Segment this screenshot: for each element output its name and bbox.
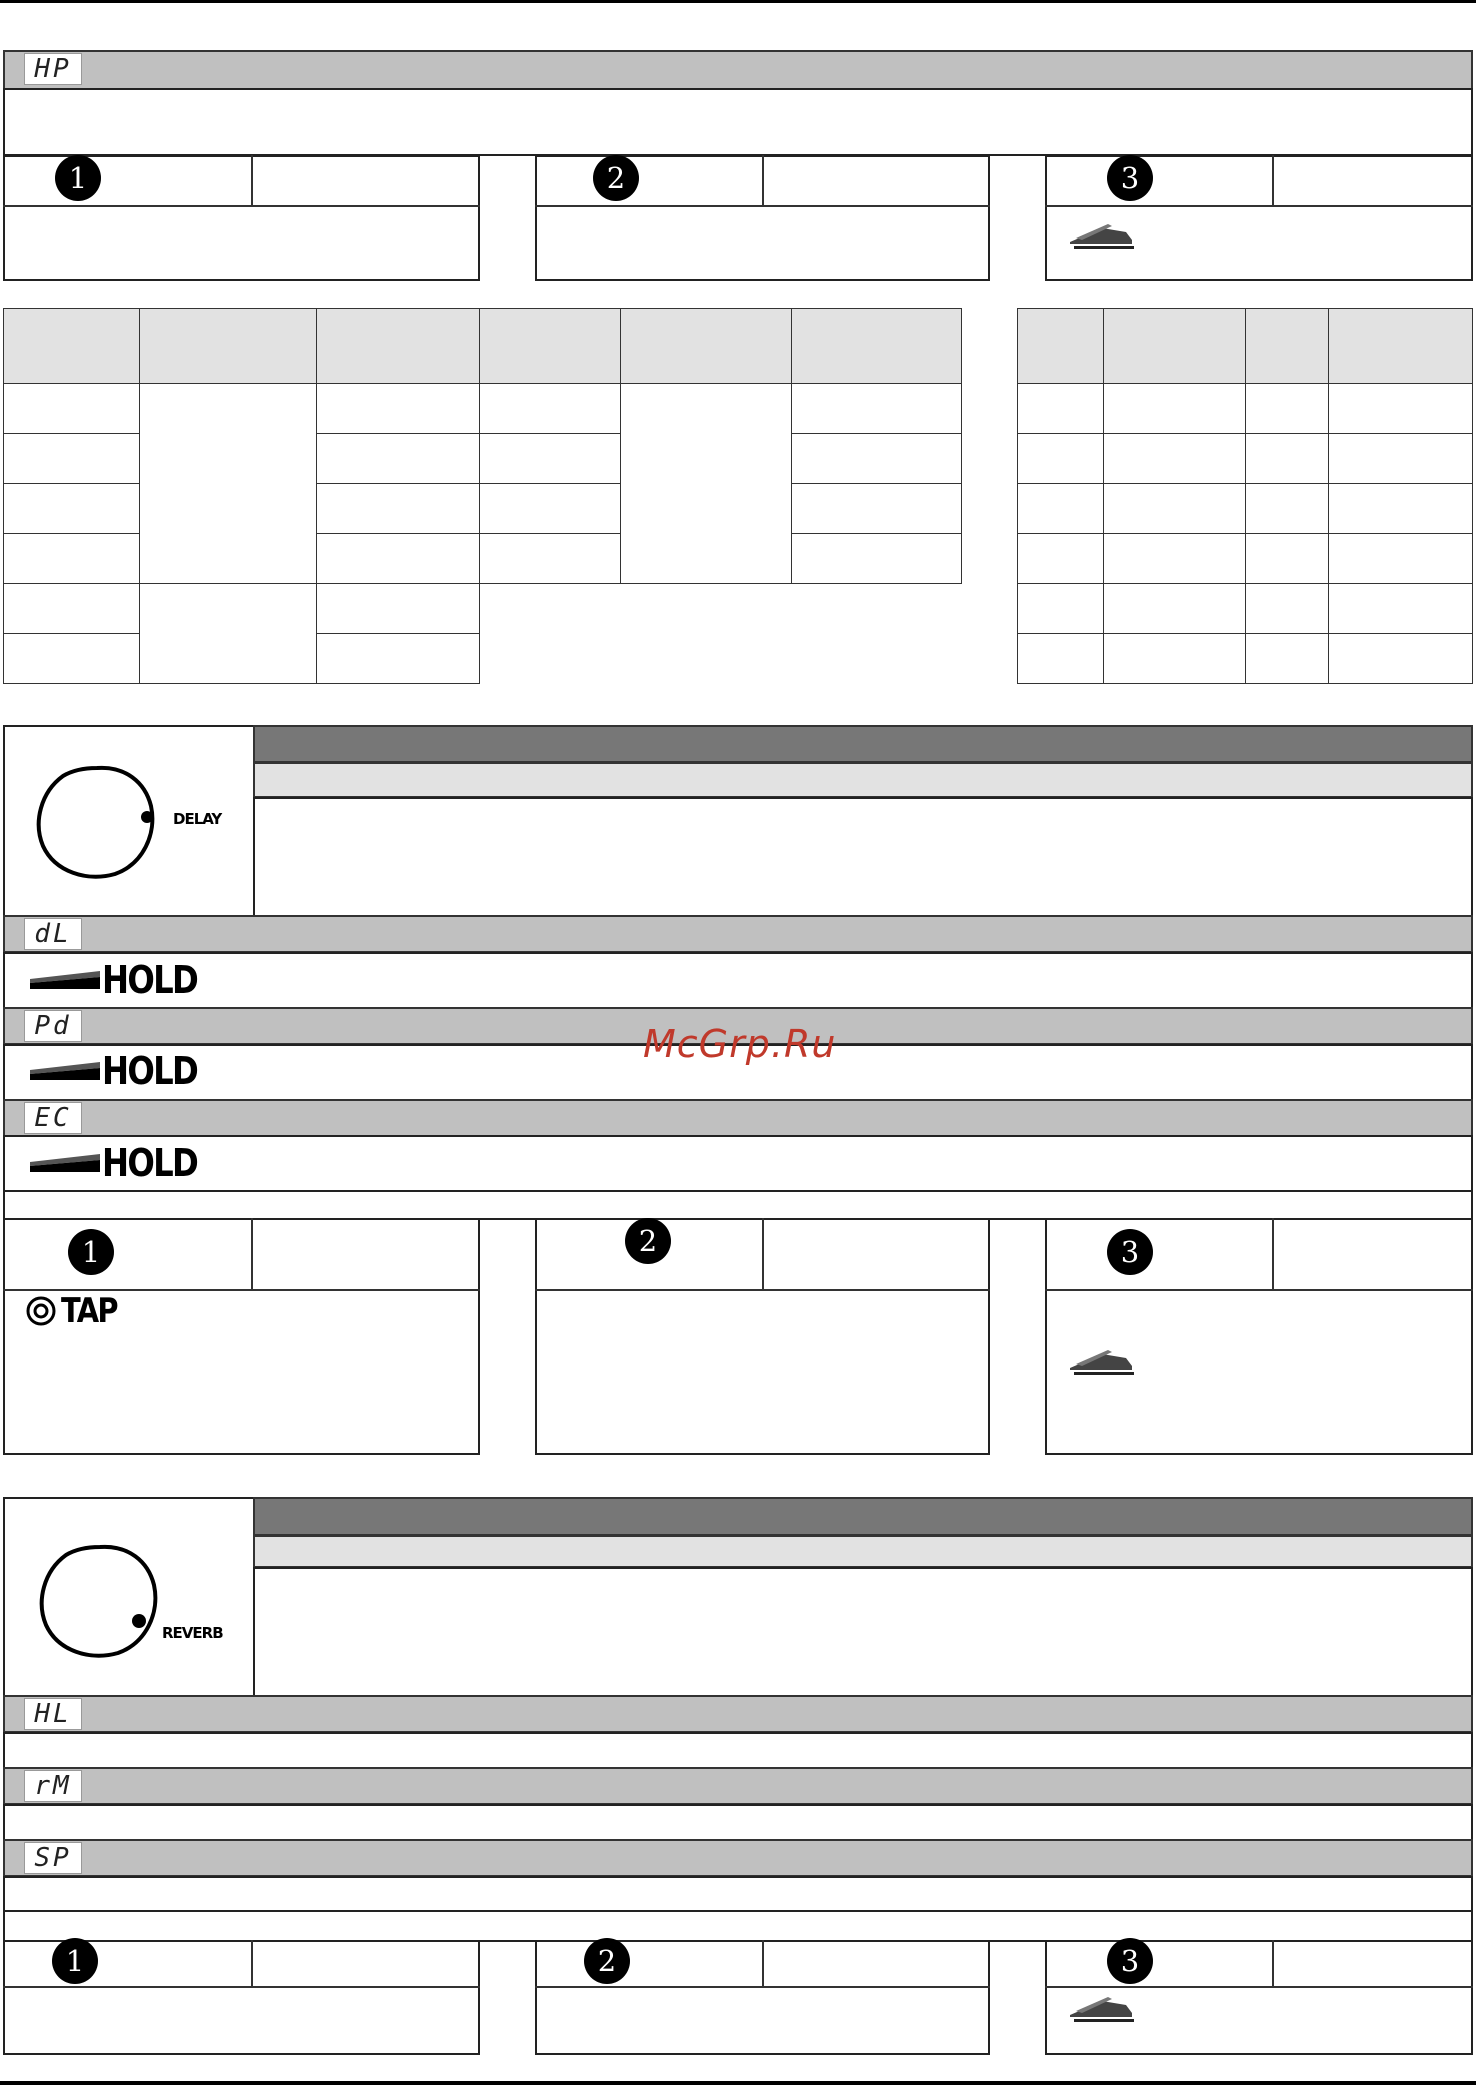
- table-cell: [1328, 433, 1473, 484]
- table-cell: [1328, 383, 1473, 434]
- reverb-knob-icon: [38, 1541, 173, 1661]
- hp-number-2-icon: 2: [593, 155, 639, 201]
- table-cell: [3, 383, 140, 434]
- table-cell: [791, 433, 962, 484]
- table-cell: [1245, 583, 1329, 634]
- watermark: McGrp.Ru: [643, 1022, 837, 1066]
- table-header-cell: [1103, 308, 1246, 384]
- table-cell: [3, 583, 140, 634]
- table-header-cell: [1245, 308, 1329, 384]
- reverb-title-bar: [253, 1497, 1473, 1536]
- delay-number-3-icon: 3: [1107, 1229, 1153, 1275]
- table-cell: [1103, 633, 1246, 684]
- table-cell: [1245, 433, 1329, 484]
- table-cell: [1245, 533, 1329, 584]
- hp-block-2-split: [762, 155, 764, 206]
- table-cell: [1103, 583, 1246, 634]
- table-header-cell: [139, 308, 317, 384]
- table-cell: [3, 483, 140, 534]
- tap-label: TAP: [61, 1291, 117, 1331]
- delay-knob-label: DELAY: [173, 810, 222, 828]
- hp-block-1-divider: [3, 205, 480, 207]
- bottom-rule: [0, 2081, 1476, 2085]
- table-cell: [791, 533, 962, 584]
- hold-indicator: [28, 958, 214, 1002]
- reverb-description-box: [253, 1567, 1473, 1697]
- table-cell: [791, 483, 962, 534]
- reverb-block-2-split: [762, 1940, 764, 1987]
- table-header-cell: [791, 308, 962, 384]
- delay-knob-icon: [35, 762, 170, 882]
- table-cell: [1017, 533, 1104, 584]
- pedal-hold-icon: [28, 1058, 102, 1084]
- table-cell: [1103, 383, 1246, 434]
- table-cell: [316, 433, 480, 484]
- reverb-number-1-icon: 1: [52, 1938, 98, 1984]
- reverb-param-body: [3, 1732, 1473, 1769]
- table-cell: [1103, 483, 1246, 534]
- table-cell: [316, 383, 480, 434]
- table-cell: [3, 533, 140, 584]
- delay-block-2-split: [762, 1218, 764, 1290]
- table-cell: [3, 633, 140, 684]
- table-cell: [1017, 633, 1104, 684]
- table-cell: [3, 433, 140, 484]
- reverb-block-1-split: [251, 1940, 253, 1987]
- hold-indicator: [28, 1141, 214, 1185]
- table-cell: [1328, 533, 1473, 584]
- hp-block-3-divider: [1045, 205, 1473, 207]
- table-cell: [1103, 533, 1246, 584]
- reverb-param-bar: [3, 1767, 1473, 1805]
- delay-param-display: EC: [24, 1102, 82, 1134]
- hp-header-bar: [3, 50, 1473, 90]
- reverb-knob-label: REVERB: [162, 1624, 223, 1642]
- delay-spacer-row: [3, 1190, 1473, 1220]
- reverb-param-bar: [3, 1695, 1473, 1733]
- delay-param-display: Pd: [24, 1010, 82, 1042]
- table-header-cell: [620, 308, 792, 384]
- table-cell: [1245, 483, 1329, 534]
- table-cell: [1017, 483, 1104, 534]
- table-cell: [316, 533, 480, 584]
- hp-block-3-split: [1272, 155, 1274, 206]
- table-cell: [1017, 583, 1104, 634]
- delay-description-box: [253, 797, 1473, 917]
- table-cell: [316, 633, 480, 684]
- reverb-block-3-split: [1272, 1940, 1274, 1987]
- hp-number-1-icon: 1: [55, 155, 101, 201]
- expression-pedal-icon: [1068, 1344, 1136, 1376]
- reverb-block-1-divider: [3, 1986, 480, 1988]
- delay-param-bar: [3, 1099, 1473, 1137]
- table-cell-merged: [139, 383, 317, 584]
- hp-block-1-split: [251, 155, 253, 206]
- top-rule: [0, 0, 1476, 3]
- tap-indicator: [25, 1291, 127, 1331]
- table-cell: [1245, 633, 1329, 684]
- reverb-block-3-divider: [1045, 1986, 1473, 1988]
- tap-switch-icon: [25, 1295, 57, 1327]
- table-cell-merged: [139, 583, 317, 684]
- reverb-subtitle-bar: [253, 1535, 1473, 1568]
- table-cell: [1328, 583, 1473, 634]
- reverb-param-display: rM: [24, 1770, 82, 1802]
- table-cell: [316, 583, 480, 634]
- reverb-param-body: [3, 1804, 1473, 1841]
- reverb-spacer-row: [3, 1910, 1473, 1942]
- pedal-hold-icon: [28, 1150, 102, 1176]
- reverb-number-2-icon: 2: [584, 1938, 630, 1984]
- hold-label: HOLD: [102, 1141, 198, 1185]
- hold-label: HOLD: [102, 1049, 198, 1093]
- delay-block-1-split: [251, 1218, 253, 1290]
- reverb-param-body: [3, 1876, 1473, 1912]
- table-header-cell: [1017, 308, 1104, 384]
- table-cell: [1103, 433, 1246, 484]
- table-cell: [1245, 383, 1329, 434]
- table-header-cell: [3, 308, 140, 384]
- reverb-param-bar: [3, 1839, 1473, 1877]
- hp-display: HP: [24, 53, 82, 85]
- reverb-number-3-icon: 3: [1107, 1938, 1153, 1984]
- hp-description-box: [3, 88, 1473, 156]
- reverb-param-display: SP: [24, 1842, 82, 1874]
- delay-number-2-icon: 2: [625, 1218, 671, 1264]
- table-cell-merged: [620, 383, 792, 584]
- hp-number-3-icon: 3: [1107, 155, 1153, 201]
- table-cell: [316, 483, 480, 534]
- table-header-cell: [1328, 308, 1473, 384]
- delay-subtitle-bar: [253, 762, 1473, 798]
- table-cell: [479, 533, 621, 584]
- pedal-hold-icon: [28, 967, 102, 993]
- delay-block-3-split: [1272, 1218, 1274, 1290]
- delay-number-1-icon: 1: [68, 1229, 114, 1275]
- delay-param-display: dL: [24, 918, 82, 950]
- delay-param-body: [3, 1135, 1473, 1192]
- delay-block-3-divider: [1045, 1289, 1473, 1291]
- table-header-cell: [479, 308, 621, 384]
- table-cell: [1328, 483, 1473, 534]
- table-cell: [479, 483, 621, 534]
- table-cell: [1017, 433, 1104, 484]
- delay-param-bar: [3, 915, 1473, 953]
- table-header-cell: [316, 308, 480, 384]
- expression-pedal-icon: [1068, 1991, 1136, 2023]
- reverb-param-display: HL: [24, 1698, 82, 1730]
- table-cell: [791, 383, 962, 434]
- hold-indicator: [28, 1049, 214, 1093]
- hold-label: HOLD: [102, 958, 198, 1002]
- expression-pedal-icon: [1068, 218, 1136, 250]
- table-cell: [479, 433, 621, 484]
- table-cell: [1328, 633, 1473, 684]
- delay-title-bar: [253, 725, 1473, 763]
- table-cell: [479, 383, 621, 434]
- table-cell: [1017, 383, 1104, 434]
- delay-param-body: [3, 952, 1473, 1009]
